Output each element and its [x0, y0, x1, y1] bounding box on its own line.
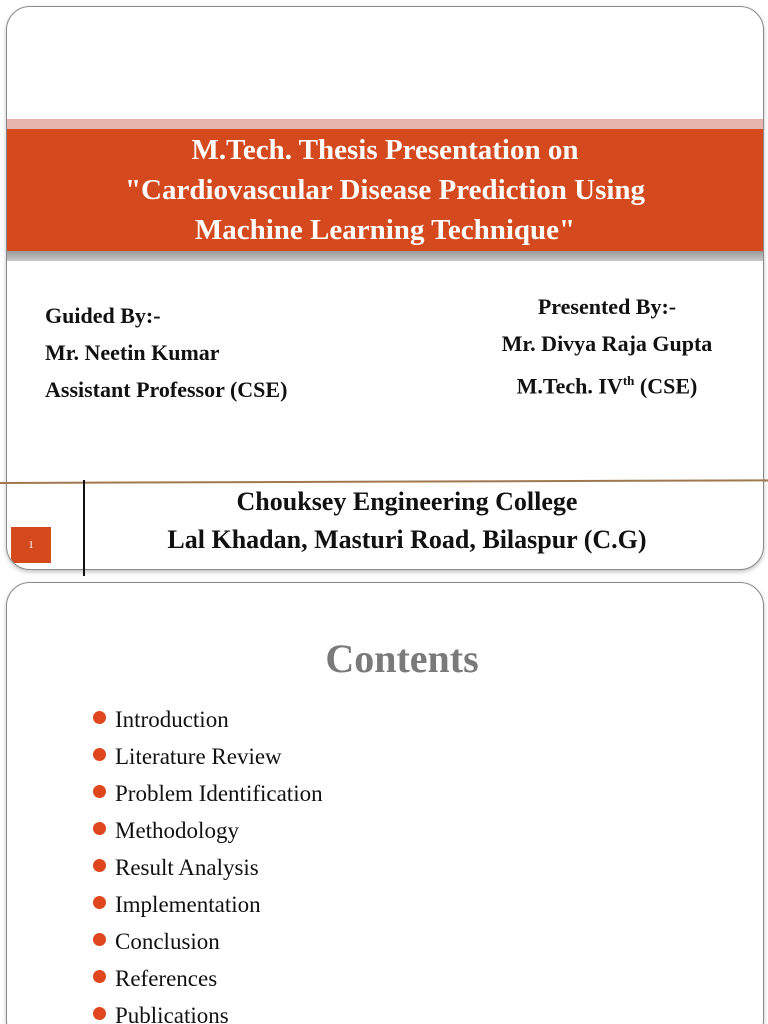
bullet-icon	[93, 970, 106, 983]
contents-slide	[6, 582, 764, 1024]
title-line-3: Machine Learning Technique"	[194, 214, 576, 246]
guide-role: Assistant Professor (CSE)	[45, 377, 288, 402]
presenter-course	[477, 362, 737, 404]
list-item	[93, 997, 323, 1024]
college-block	[137, 483, 677, 559]
bullet-icon	[93, 933, 106, 946]
vertical-divider	[83, 480, 85, 576]
presenter-name: Mr. Divya Raja Gupta	[501, 331, 713, 356]
title-bottom-stripe	[7, 251, 763, 261]
title-slide	[6, 6, 764, 570]
list-item	[93, 849, 323, 886]
list-item-label: Literature Review	[115, 744, 282, 769]
list-item	[93, 960, 323, 997]
list-item-label: Publications	[115, 1003, 229, 1024]
title-band	[7, 129, 763, 251]
list-item-label: Result Analysis	[115, 855, 259, 880]
list-item	[93, 701, 323, 738]
bullet-icon	[93, 822, 106, 835]
guided-by-heading: Guided By:-	[45, 303, 161, 328]
list-item-label: Introduction	[115, 707, 229, 732]
course-superscript: th	[622, 373, 635, 388]
course-suffix: (CSE)	[634, 373, 698, 399]
presented-by-heading: Presented By:-	[537, 294, 677, 319]
presented-by-block	[477, 288, 737, 404]
list-item-label: Problem Identification	[115, 781, 323, 806]
title-top-stripe	[7, 119, 763, 129]
list-item	[93, 738, 323, 775]
bullet-icon	[93, 1007, 106, 1020]
contents-list	[93, 701, 323, 1024]
contents-title: Contents	[325, 636, 479, 681]
bullet-icon	[93, 711, 106, 724]
title-line-1: M.Tech. Thesis Presentation on	[191, 134, 579, 166]
bullet-icon	[93, 896, 106, 909]
list-item-label: Methodology	[115, 818, 239, 843]
list-item	[93, 923, 323, 960]
list-item-label: Implementation	[115, 892, 261, 917]
list-item	[93, 812, 323, 849]
slide-number-badge: 1	[11, 527, 51, 563]
bullet-icon	[93, 785, 106, 798]
college-address: Lal Khadan, Masturi Road, Bilaspur (C.G)	[167, 525, 647, 554]
course-prefix: M.Tech. IV	[516, 373, 623, 399]
list-item-label: References	[115, 966, 218, 991]
bullet-icon	[93, 859, 106, 872]
list-item	[93, 775, 323, 812]
title-line-2: "Cardiovascular Disease Prediction Using	[124, 174, 646, 206]
bullet-icon	[93, 748, 106, 761]
guided-by-block	[45, 297, 287, 408]
college-name: Chouksey Engineering College	[236, 487, 578, 516]
guide-name: Mr. Neetin Kumar	[45, 340, 220, 365]
list-item	[93, 886, 323, 923]
list-item-label: Conclusion	[115, 929, 220, 954]
